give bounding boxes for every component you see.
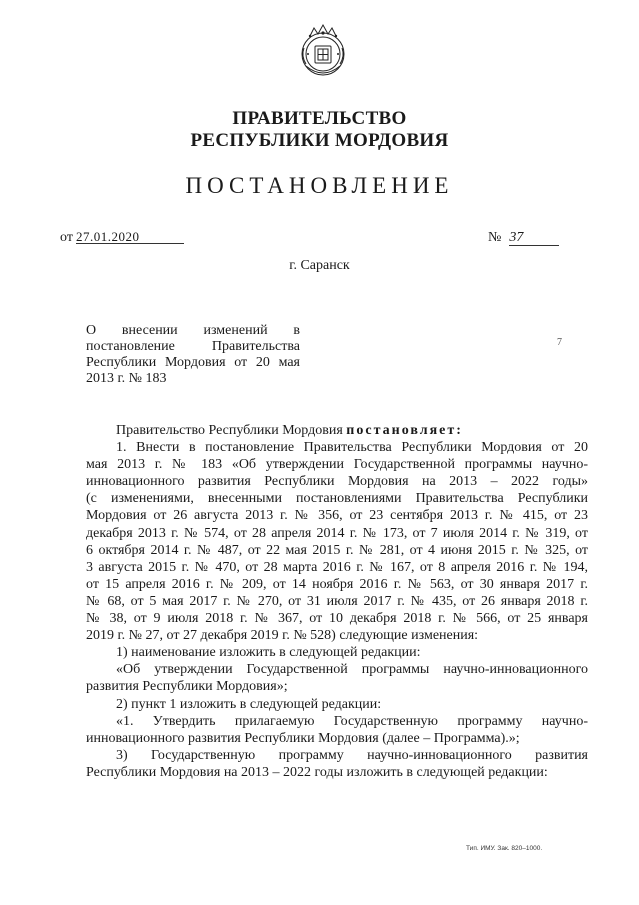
body-line: от 15 апреля 2016 г. № 209, от 14 ноября 2016 г. № 563, от 30 января 2017 г. — [86, 576, 588, 592]
body-line: мая 2013 г. № 183 «Об утверждении Государственной программы научно- — [86, 457, 588, 473]
body-line: (с изменениями, внесенными постановлениями Правительства Республики — [86, 491, 588, 507]
date-prefix: от — [60, 230, 73, 245]
body-line: «Об утверждении Государственной программы научно-инновационного — [116, 662, 588, 678]
body-line: инновационного развития Республики Мордовия на 2013 – 2022 годы» — [86, 474, 588, 490]
print-info: Тип. ИМУ. Зак. 820–1000. — [466, 845, 543, 852]
subject-line: О внесении изменений в — [86, 323, 300, 338]
body-line: 3) Государственную программу научно-инновационного развития — [116, 747, 588, 763]
body-line: Республики Мордовия на 2013 – 2022 годы изложить в следующей редакции: — [86, 764, 548, 780]
date-line — [60, 230, 184, 246]
coat-of-arms-icon — [296, 22, 350, 82]
margin-mark: 7 — [557, 337, 562, 348]
document-type-title: ПОСТАНОВЛЕНИЕ — [185, 173, 454, 198]
organization-name-line2: РЕСПУБЛИКИ МОРДОВИЯ — [190, 130, 449, 151]
intro-decree-word: постановляет: — [346, 423, 463, 438]
body-intro — [86, 422, 588, 439]
body-line: № 68, от 5 мая 2017 г. № 270, от 31 июля 2017 г. № 435, от 26 января 2018 г. — [86, 593, 588, 609]
body-line: 6 октября 2014 г. № 487, от 22 мая 2015 г. № 281, от 4 июня 2015 г. № 325, от — [86, 542, 588, 558]
body-line: 1. Внести в постановление Правительства Республики Мордовия от 20 — [116, 440, 588, 456]
body-line: Мордовия от 26 августа 2013 г. № 356, от 23 сентября 2013 г. № 415, от 23 — [86, 508, 588, 524]
subject-line: 2013 г. № 183 — [86, 371, 167, 386]
organization-name-line1: ПРАВИТЕЛЬСТВО — [232, 108, 407, 129]
body-line: 3 августа 2015 г. № 470, от 28 марта 2016 г. № 167, от 8 апреля 2016 г. № 194, — [86, 559, 588, 575]
body-line: 2019 г. № 27, от 27 декабря 2019 г. № 528) следующие изменения: — [86, 628, 479, 644]
number-line — [488, 230, 559, 246]
subject-line: Республики Мордовия от 20 мая — [86, 355, 300, 370]
subject-block — [86, 323, 300, 387]
body-line: декабря 2013 г. № 574, от 28 апреля 2014 г. № 173, от 7 июля 2014 г. № 319, от — [86, 525, 588, 541]
body-line: инновационного развития Республики Мордовия (далее – Программа).»; — [86, 730, 520, 746]
body-line: № 38, от 9 июля 2018 г. № 367, от 10 декабря 2018 г. № 566, от 25 января — [86, 611, 588, 627]
city-label: г. Саранск — [289, 258, 350, 273]
number-prefix: № — [488, 230, 502, 245]
body-text — [86, 422, 588, 781]
number-value: 37 — [509, 231, 559, 246]
subject-line: постановление Правительства — [86, 339, 300, 354]
date-value: 27.01.2020 — [76, 230, 184, 244]
body-line: 1) наименование изложить в следующей редакции: — [116, 645, 421, 661]
body-line: «1. Утвердить прилагаемую Государственную программу научно- — [116, 713, 588, 729]
body-line: развития Республики Мордовия»; — [86, 679, 288, 695]
body-line: 2) пункт 1 изложить в следующей редакции: — [116, 696, 382, 712]
intro-text: Правительство Республики Мордовия — [116, 423, 343, 438]
